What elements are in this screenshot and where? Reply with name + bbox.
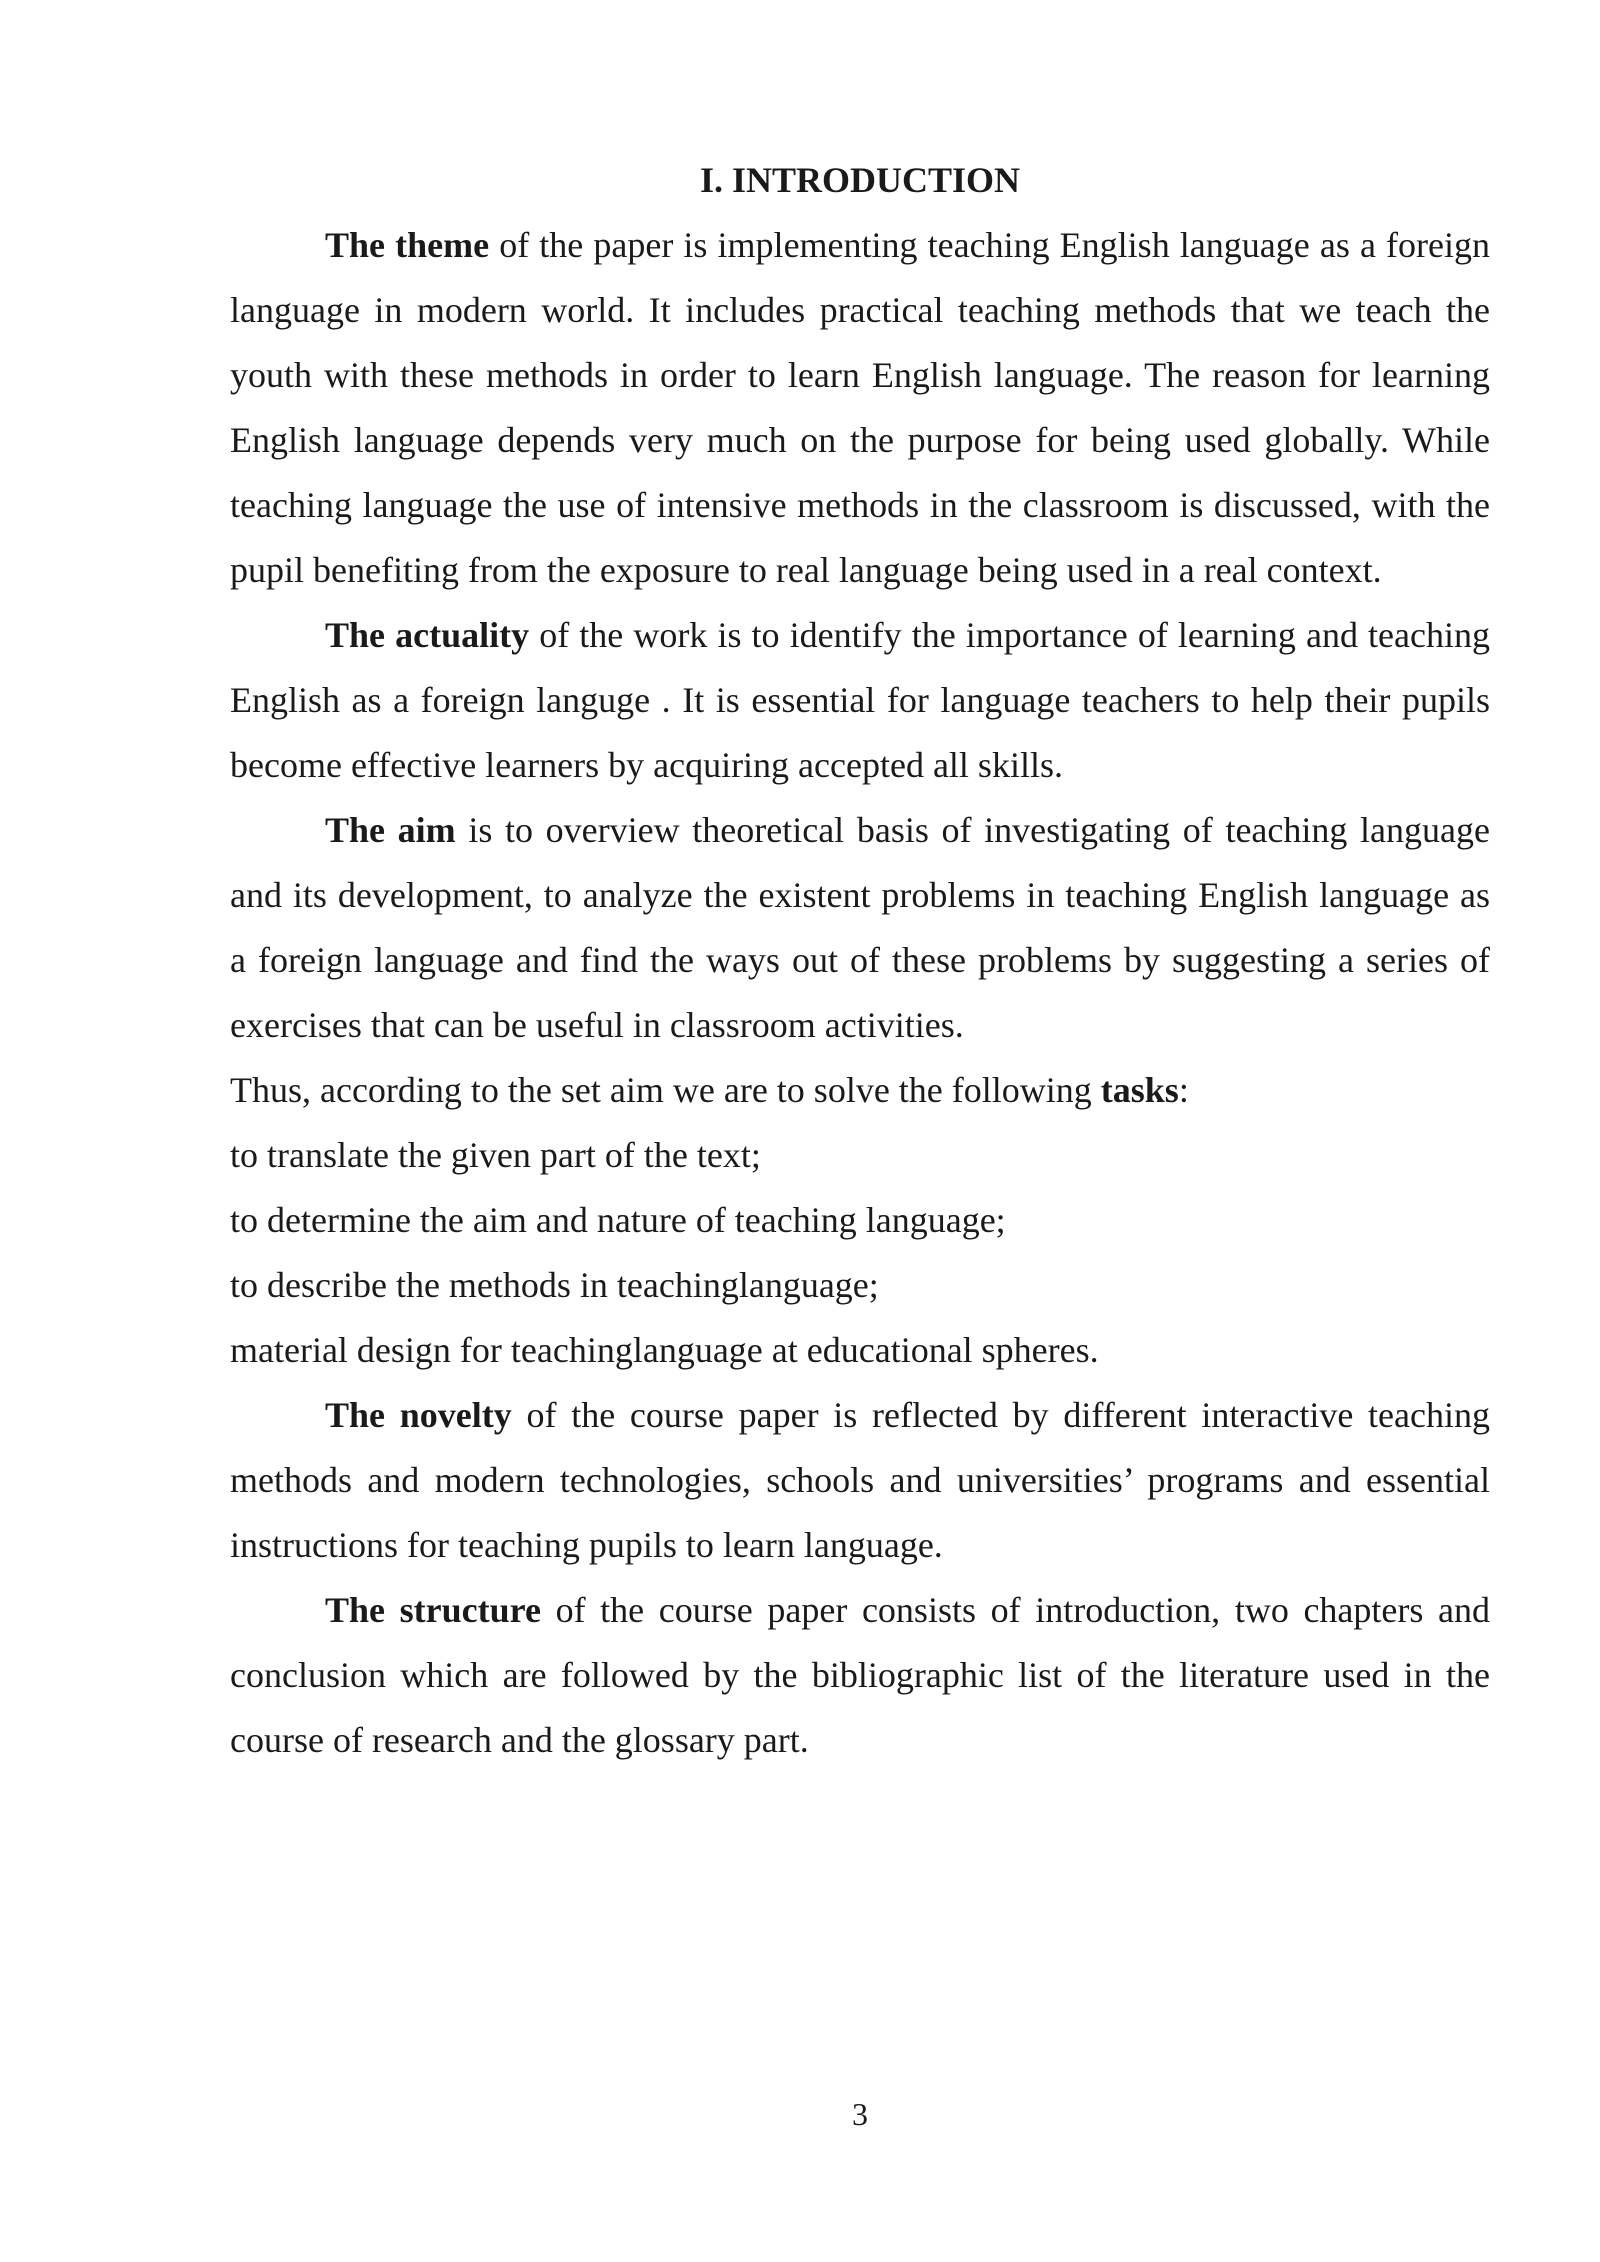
paragraph-novelty-text: of the course paper is reflected by different interactive teaching methods and modern technologies, schools and universities’ programs and essential instructions for teaching pupils to learn language. <box>230 1395 1490 1565</box>
tasks-intro-after: : <box>1178 1070 1189 1110</box>
page-content <box>230 148 1490 1773</box>
task-item: to determine the aim and nature of teaching language; <box>230 1200 1006 1240</box>
paragraph-novelty-lead: The novelty <box>325 1395 512 1435</box>
tasks-intro-text: Thus, according to the set aim we are to solve the following <box>230 1070 1101 1110</box>
paragraph-actuality-lead: The actuality <box>325 615 530 655</box>
paragraph-theme-lead: The theme <box>325 225 490 265</box>
task-item: to describe the methods in teachinglanguage; <box>230 1265 879 1305</box>
paragraph-aim-lead: The aim <box>325 810 456 850</box>
page-number: 3 <box>852 2096 868 2132</box>
paragraph-tasks-intro <box>230 1058 1490 1123</box>
paragraph-aim-text: is to overview theoretical basis of investigating of teaching language and its development, to analyze the existent problems in teaching English language as a foreign language and find the ways out of these problems by suggesting a series of exercises that can be useful in classroom activities. <box>230 810 1490 1045</box>
paragraph-structure-lead: The structure <box>325 1590 541 1630</box>
paragraph-novelty <box>230 1383 1490 1578</box>
tasks-intro-lead: tasks <box>1100 1070 1179 1110</box>
paragraph-actuality-text: of the work is to identify the importance of learning and teaching English as a foreign languge . It is essential for language teachers to help their pupils become effective learners by acquiring accepted all skills. <box>230 615 1490 785</box>
paragraph-aim <box>230 798 1490 1058</box>
task-item: to translate the given part of the text; <box>230 1135 761 1175</box>
paragraph-actuality <box>230 603 1490 798</box>
paragraph-structure-text: of the course paper consists of introduction, two chapters and conclusion which are followed by the bibliographic list of the literature used in the course of research and the glossary part. <box>230 1590 1490 1760</box>
section-heading: I. INTRODUCTION <box>699 160 1021 200</box>
paragraph-theme <box>230 213 1490 603</box>
paragraph-structure <box>230 1578 1490 1773</box>
paragraph-theme-text: of the paper is implementing teaching English language as a foreign language in modern world. It includes practical teaching methods that we teach the youth with these methods in order to learn English language. The reason for learning English language depends very much on the purpose for being used globally. While teaching language the use of intensive methods in the classroom is discussed, with the pupil benefiting from the exposure to real language being used in a real context. <box>230 225 1490 590</box>
task-item: material design for teachinglanguage at educational spheres. <box>230 1330 1099 1370</box>
